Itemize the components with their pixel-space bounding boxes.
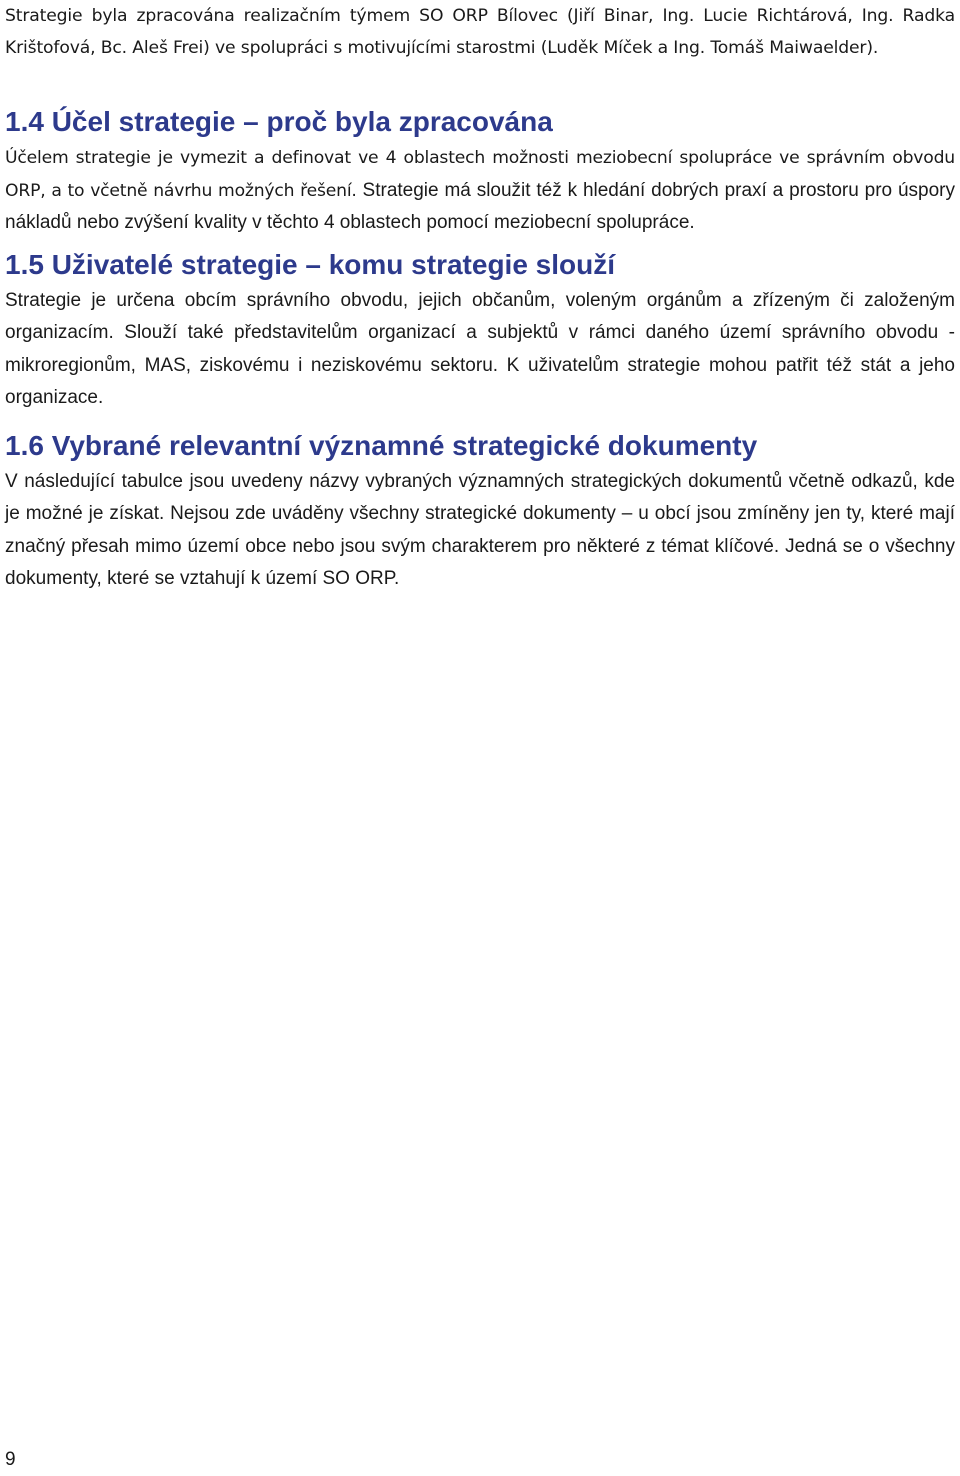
section-heading-1-4: 1.4 Účel strategie – proč byla zpracována (5, 106, 553, 137)
section-paragraph-1-4 (5, 142, 955, 240)
section-paragraph-1-4-part1: Účelem strategie je vymezit a definovat ve 4 oblastech možnosti meziobecní spolupráce ve správním obvodu ORP, a to včetně návrhu možných řešení. (5, 148, 955, 201)
section-paragraph-1-6: V následující tabulce jsou uvedeny názvy vybraných významných strategických dokumentů včetně odkazů, kde je možné je získat. Nejsou zde uváděny všechny strategické dokumenty – u obcí jsou zmíněny jen ty, které mají značný přesah mimo území obce nebo jsou svým charakterem pro některé z témat klíčové. Jedná se o všechny dokumenty, které se vztahují k území SO ORP. (5, 470, 955, 589)
page-number: 9 (5, 1449, 16, 1470)
section-paragraph-1-4-part2: Strategie má sloužit též k hledání dobrých praxí a prostoru pro úspory nákladů nebo zvýšení kvality v těchto 4 oblastech pomocí meziobecní spolupráce. (5, 179, 955, 233)
document-page (5, 0, 955, 596)
section-paragraph-1-5: Strategie je určena obcím správního obvodu, jejich občanům, voleným orgánům a zřízeným či založeným organizacím. Slouží také představitelům organizací a subjektů v rámci daného území správního obvodu - mikroregionům, MAS, ziskovému i neziskovému sektoru. K uživatelům strategie mohou patřit též stát a jeho organizace. (5, 289, 955, 408)
intro-paragraph: Strategie byla zpracována realizačním týmem SO ORP Bílovec (Jiří Binar, Ing. Lucie Richtárová, Ing. Radka Krištofová, Bc. Aleš Frei) ve spolupráci s motivujícími starostmi (Luděk Míček a Ing. Tomáš Maiwaelder). (5, 6, 955, 58)
section-heading-1-6: 1.6 Vybrané relevantní významné strategické dokumenty (5, 429, 758, 461)
section-heading-1-5: 1.5 Uživatelé strategie – komu strategie slouží (5, 248, 616, 280)
